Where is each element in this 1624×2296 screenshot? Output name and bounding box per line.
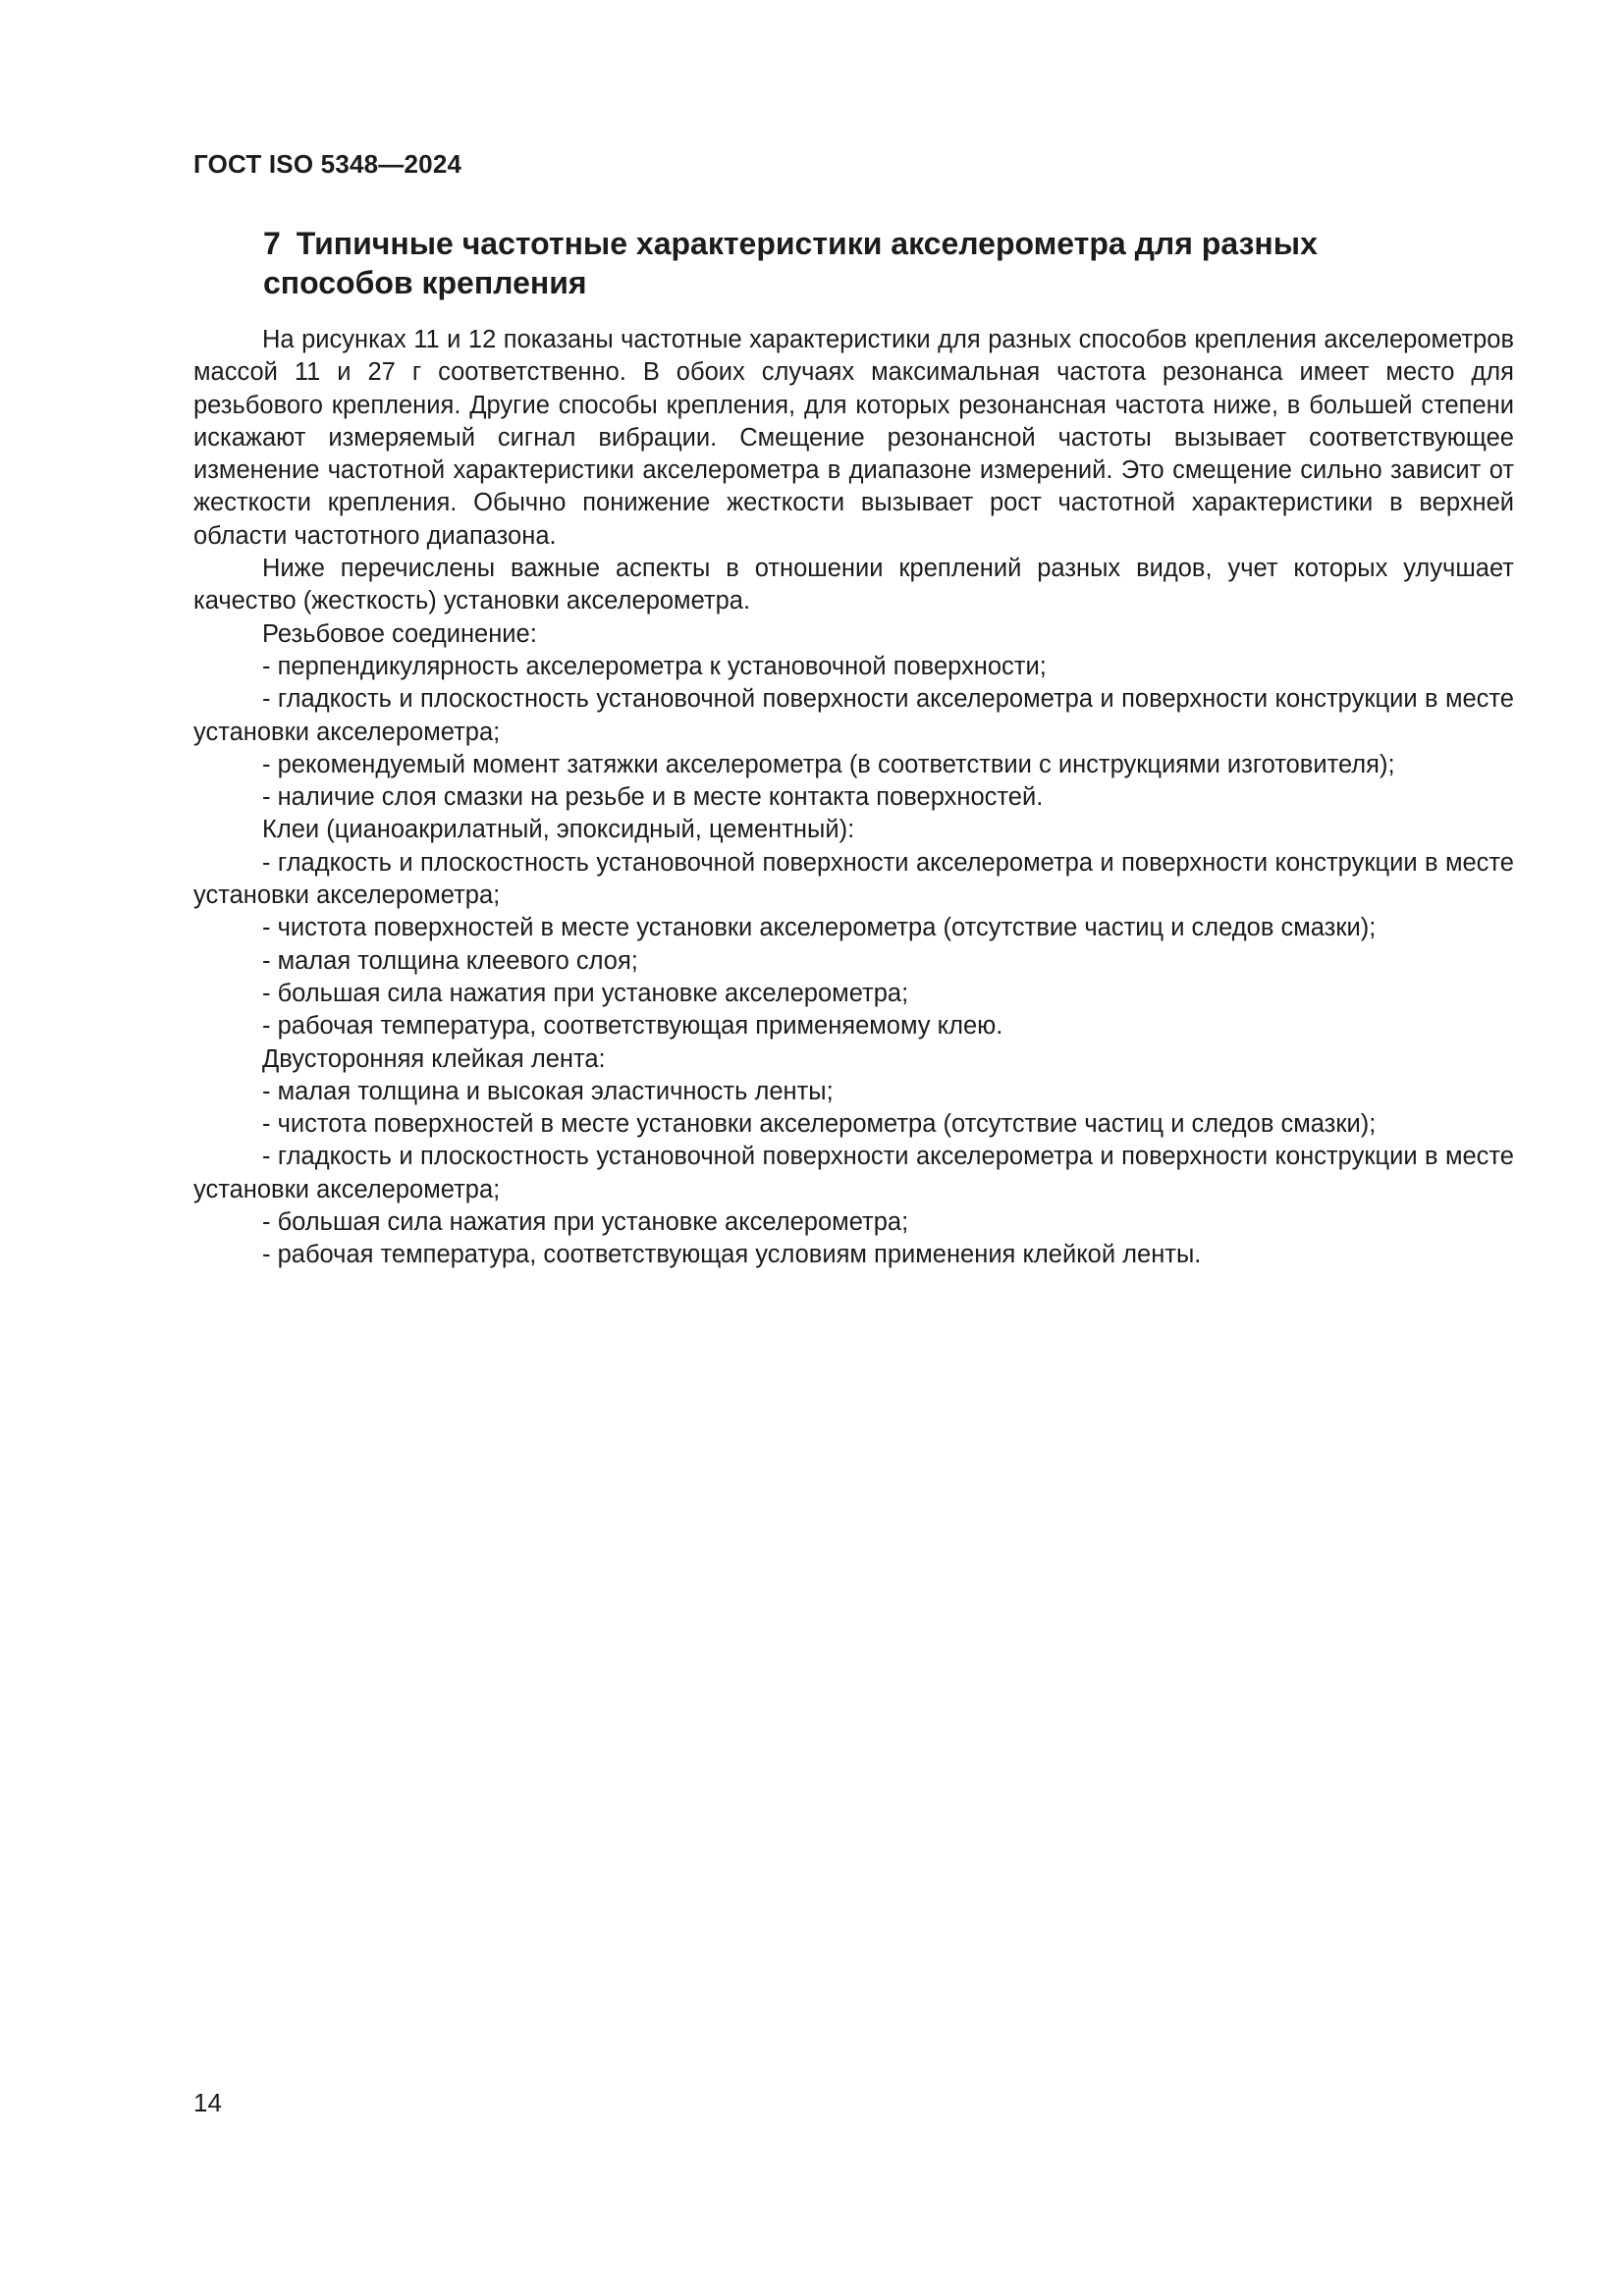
page-number: 14 (193, 2088, 222, 2117)
list-heading-threaded: Резьбовое соединение: (262, 619, 537, 648)
list-item: - рабочая температура, соответствующая условиям применения клейкой ленты. (262, 1241, 1202, 1269)
list-item: - большая сила нажатия при установке акселерометра; (262, 1208, 909, 1237)
list-item: - перпендикулярность акселерометра к установочной поверхности; (262, 652, 1047, 680)
list-item: - гладкость и плоскостность установочной поверхности акселерометра и поверхности конструкции в месте установки акселерометра; (193, 685, 1514, 746)
document-header: ГОСТ ISO 5348—2024 (193, 149, 462, 179)
list-heading-adhesives: Клеи (цианоакрилатный, эпоксидный, цементный): (262, 816, 855, 844)
paragraph-intro: На рисунках 11 и 12 показаны частотные характеристики для разных способов крепления акселерометров массой 11 и 27 г соответственно. В обоих случаях максимальная частота резонанса имеет место для резьбового крепления. Другие способы крепления, для которых резонансная частота ниже, в большей степени искажают измеряемый сигнал вибрации. Смещение резонансной частоты вызывает соответствующее изменение частотной характеристики акселерометра в диапазоне измерений. Это смещение сильно зависит от жесткости крепления. Обычно понижение жесткости вызывает рост частотной характеристики в верхней области частотного диапазона. (193, 326, 1514, 550)
list-item: - малая толщина клеевого слоя; (262, 946, 638, 975)
section-body (193, 324, 1514, 1272)
list-item: - рекомендуемый момент затяжки акселерометра (в соответствии с инструкциями изготовителя); (262, 750, 1395, 778)
list-item: - малая толщина и высокая эластичность ленты; (262, 1077, 834, 1105)
list-item: - чистота поверхностей в месте установки акселерометра (отсутствие частиц и следов смазки); (262, 1110, 1377, 1139)
list-item: - чистота поверхностей в месте установки акселерометра (отсутствие частиц и следов смазки); (262, 914, 1377, 942)
section-heading (263, 224, 1441, 302)
list-item: - гладкость и плоскостность установочной поверхности акселерометра и поверхности конструкции в месте установки акселерометра; (193, 848, 1514, 910)
list-item: - гладкость и плоскостность установочной поверхности акселерометра и поверхности конструкции в месте установки акселерометра; (193, 1143, 1514, 1203)
section-number: 7 (263, 226, 281, 261)
list-item: - наличие слоя смазки на резьбе и в месте контакта поверхностей. (262, 783, 1044, 812)
section-title: Типичные частотные характеристики акселерометра для разных способов крепления (263, 226, 1318, 300)
paragraph-aspects: Ниже перечислены важные аспекты в отношении креплений разных видов, учет которых улучшает качество (жесткость) установки акселерометра. (193, 555, 1514, 615)
list-item: - большая сила нажатия при установке акселерометра; (262, 979, 909, 1007)
list-item: - рабочая температура, соответствующая применяемому клею. (262, 1012, 1003, 1041)
list-heading-tape: Двусторонняя клейкая лента: (262, 1044, 606, 1073)
